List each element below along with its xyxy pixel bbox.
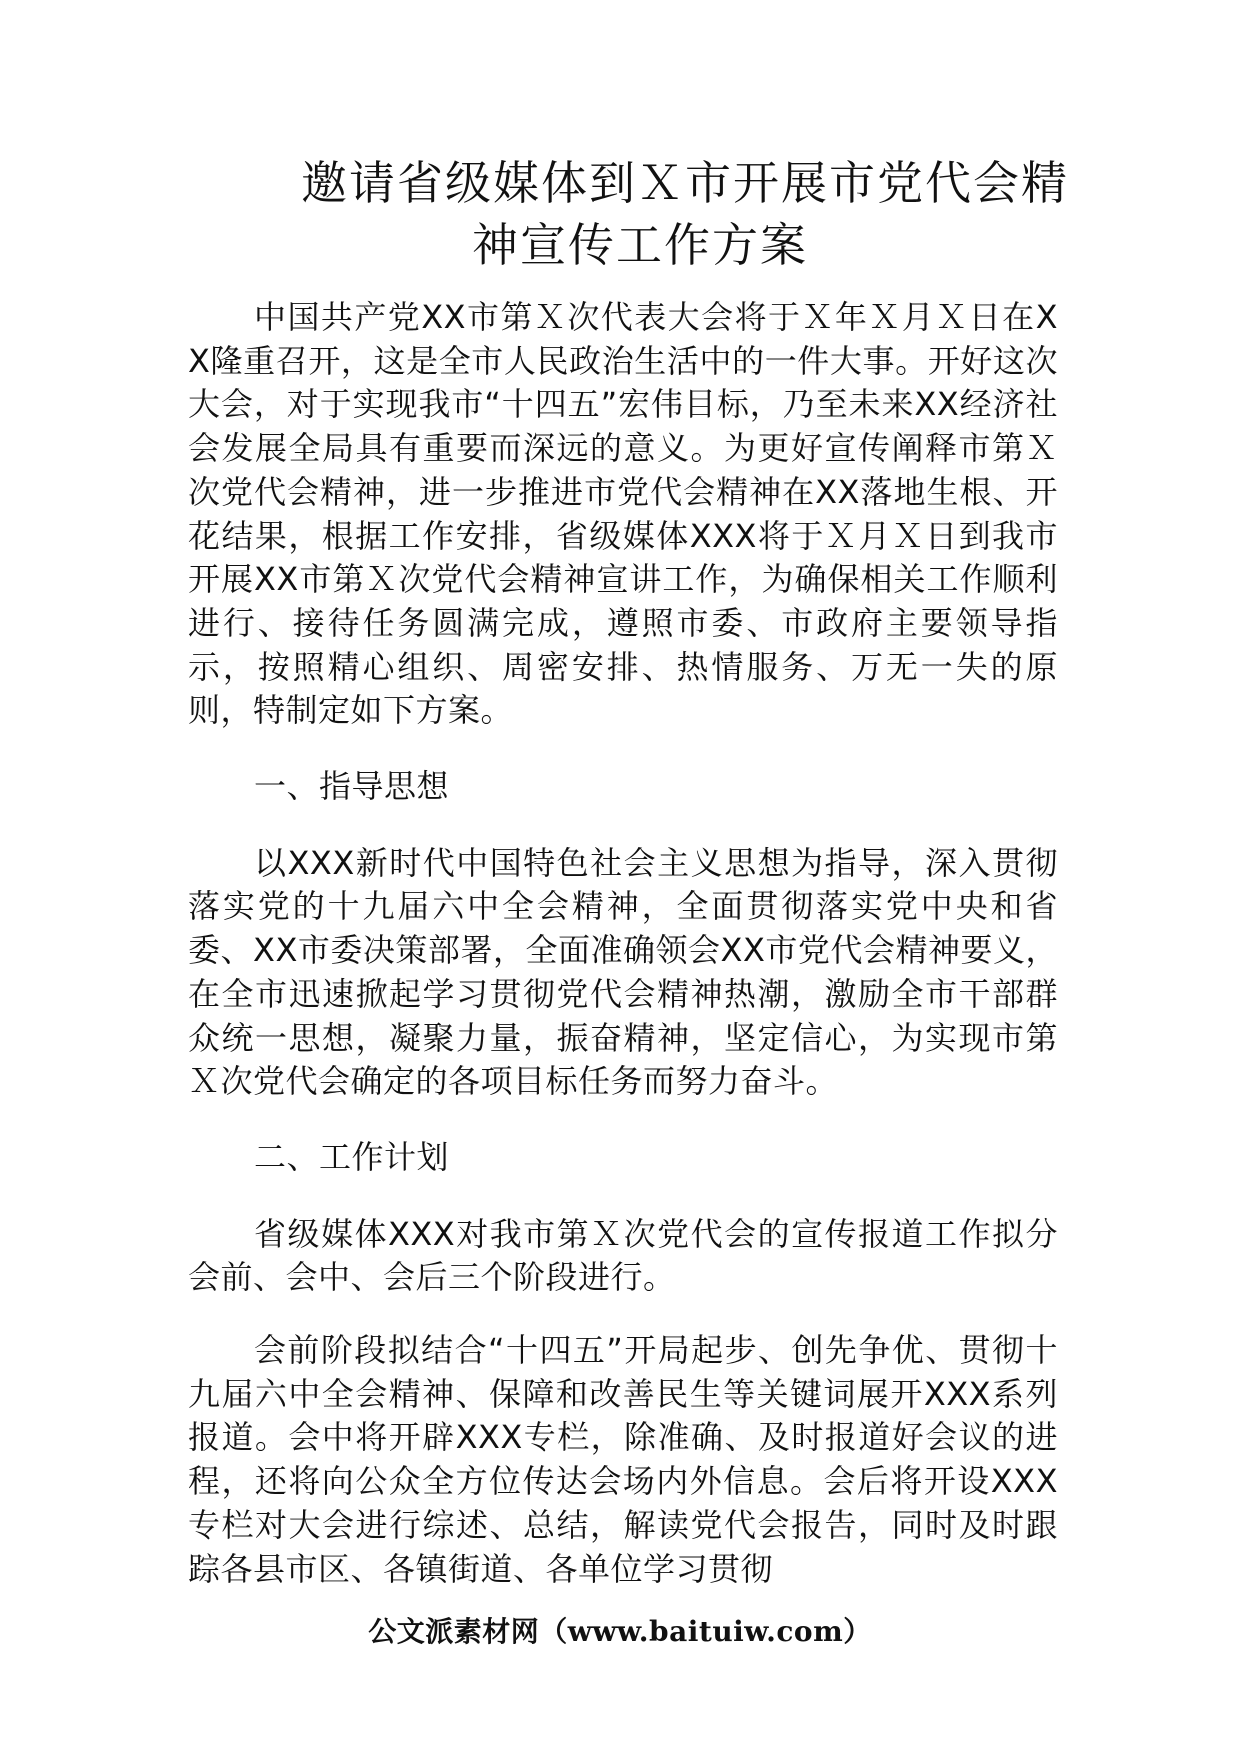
document-title [190, 152, 1090, 276]
title-line-1: 邀请省级媒体到Ｘ市开展市党代会精 [301, 156, 1069, 210]
guiding-thought-paragraph: 以XXX新时代中国特色社会主义思想为指导，深入贯彻落实党的十九届六中全会精神，全面贯彻落实党中央和省委、XX市委决策部署，全面准确领会XX市党代会精神要义，在全市迅速掀起学习贯彻党代会精神热潮，激励全市干部群众统一思想，凝聚力量，振奋精神，坚定信心，为实现市第Ｘ次党代会确定的各项目标任务而努力奋斗。 [188, 843, 1058, 1101]
section-heading-work-plan: 二、工作计划 [254, 1137, 450, 1176]
work-plan-paragraph-1: 省级媒体XXX对我市第Ｘ次党代会的宣传报道工作拟分会前、会中、会后三个阶段进行。 [188, 1214, 1058, 1297]
document-body [188, 296, 1058, 1591]
work-plan-paragraph-2: 会前阶段拟结合“十四五”开局起步、创先争优、贯彻十九届六中全会精神、保障和改善民生等关键词展开XXX系列报道。会中将开辟XXX专栏，除准确、及时报道好会议的进程，还将向公众全方位传达会场内外信息。会后将开设XXX专栏对大会进行综述、总结，解读党代会报告，同时及时跟踪各县市区、各镇街道、各单位学习贯彻 [188, 1331, 1058, 1588]
section-heading-guiding-thought: 一、指导思想 [254, 767, 450, 806]
footer-watermark: 公文派素材网（www.baituiw.com） [368, 1615, 872, 1648]
title-line-2: 神宣传工作方案 [472, 218, 808, 272]
intro-paragraph: 中国共产党XX市第Ｘ次代表大会将于Ｘ年Ｘ月Ｘ日在XX隆重召开，这是全市人民政治生活中的一件大事。开好这次大会，对于实现我市“十四五”宏伟目标，乃至未来XX经济社会发展全局具有重要而深远的意义。为更好宣传阐释市第Ｘ次党代会精神，进一步推进市党代会精神在XX落地生根、开花结果，根据工作安排，省级媒体XXX将于Ｘ月Ｘ日到我市开展XX市第Ｘ次党代会精神宣讲工作，为确保相关工作顺利进行、接待任务圆满完成，遵照市委、市政府主要领导指示，按照精心组织、周密安排、热情服务、万无一失的原则，特制定如下方案。 [188, 298, 1058, 730]
